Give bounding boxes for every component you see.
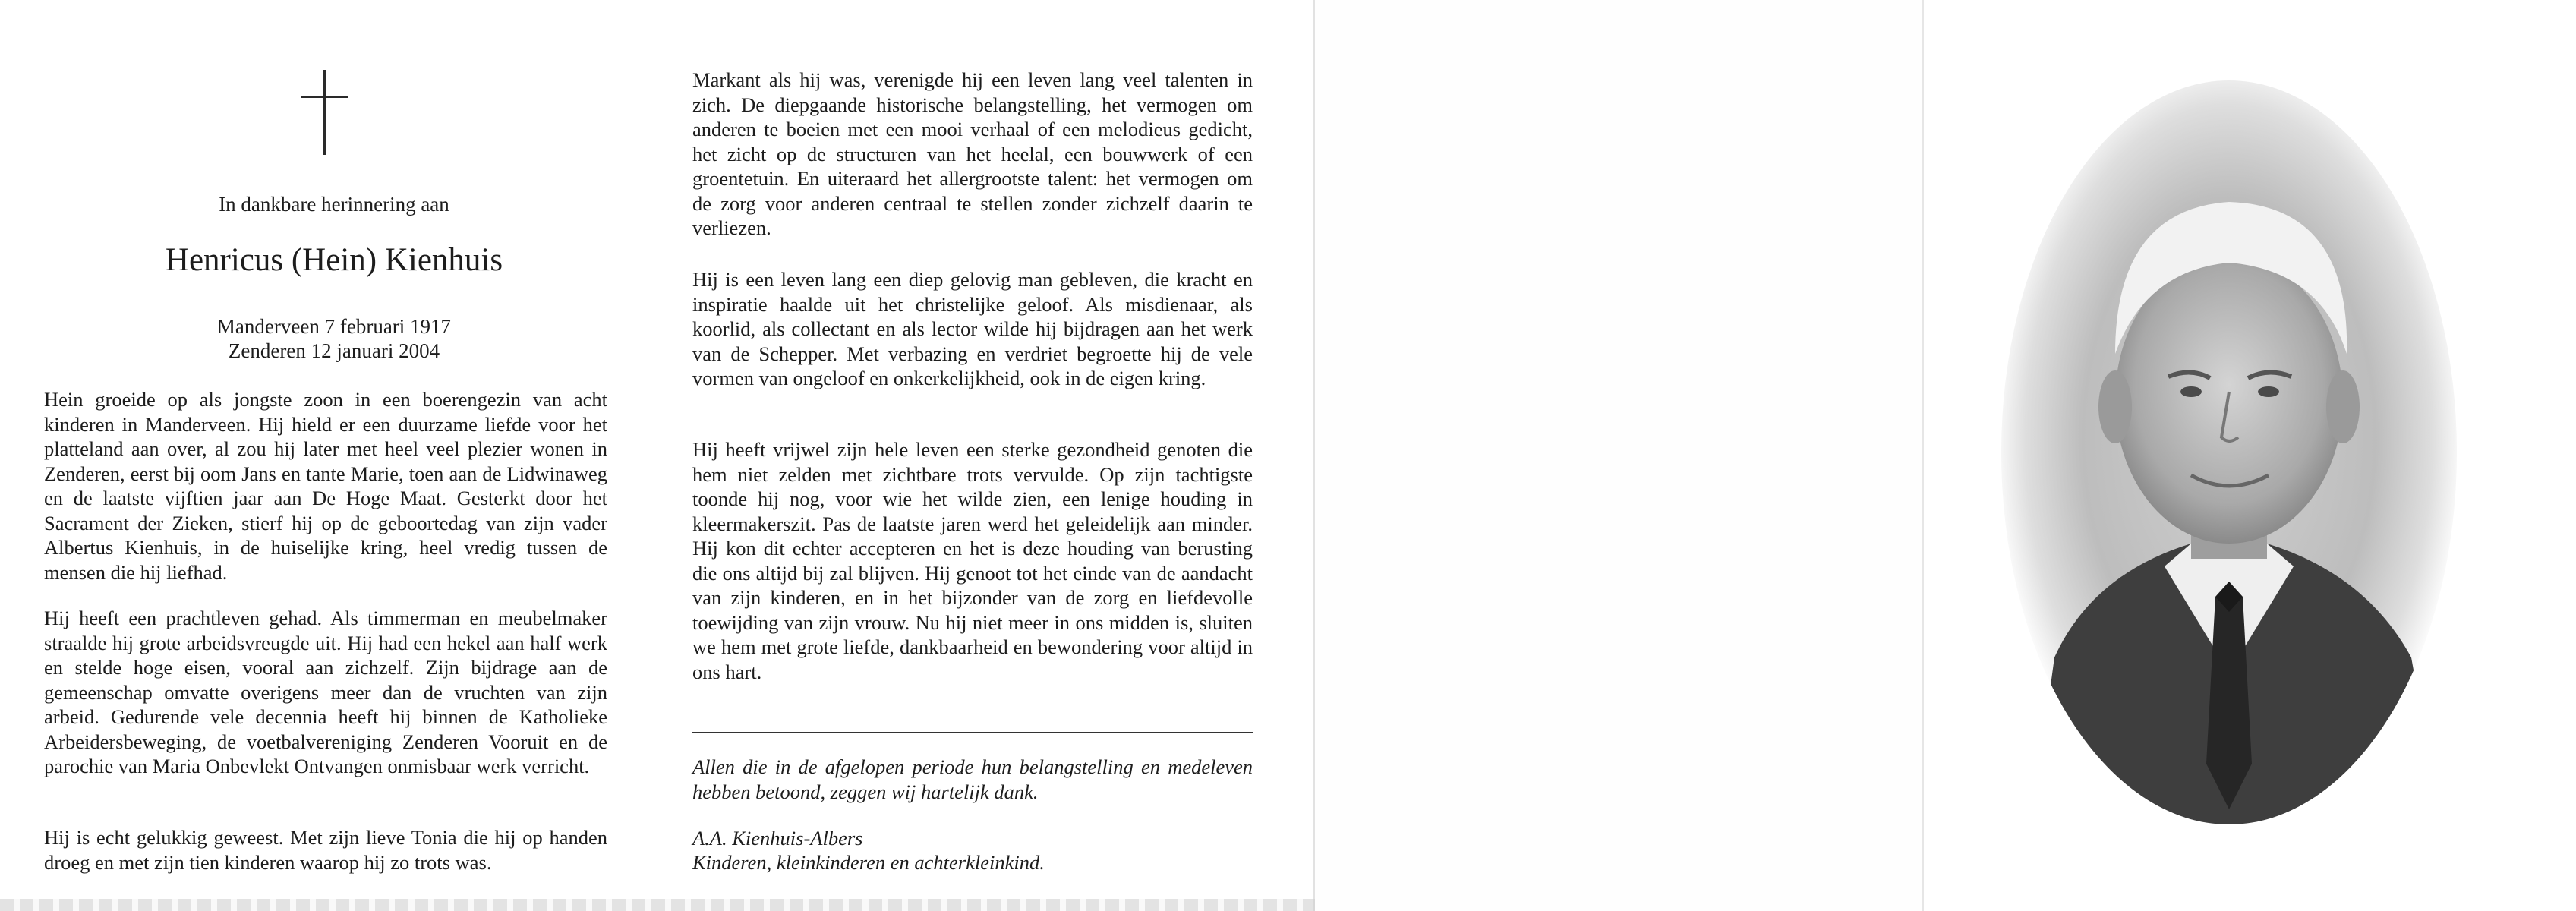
card-blank-page bbox=[1315, 0, 1924, 911]
death-line: Zenderen 12 januari 2004 bbox=[228, 339, 440, 362]
signature-widow: A.A. Kienhuis-Albers bbox=[692, 827, 863, 850]
signature-family: Kinderen, kleinkinderen en achterkleinkind. bbox=[692, 851, 1045, 874]
biography-paragraph: Markant als hij was, verenigde hij een leven lang veel talenten in zich. De diepgaande historische belangstelling, het vermogen om anderen te boeien met een mooi verhaal of een melodieus gedicht, het zicht op de structuren van het heelal, een bouwwerk of een groentetuin. En uiteraard het allergrootste talent: het vermogen om de zorg voor anderen centraal te stellen zonder zichzelf daarin te verliezen. bbox=[692, 68, 1253, 239]
intro-line: In dankbare herinnering aan bbox=[219, 193, 449, 216]
divider-rule bbox=[692, 732, 1253, 733]
cross-icon-horizontal bbox=[301, 96, 348, 98]
scan-edge-artifact bbox=[0, 899, 1315, 911]
cross-icon-vertical bbox=[323, 70, 326, 155]
deceased-name: Henricus (Hein) Kienhuis bbox=[165, 242, 503, 278]
biography-paragraph: Hein groeide op als jongste zoon in een boerengezin van acht kinderen in Manderveen. Hij hield er een duurzame liefde voor het platteland aan over, al zou hij later met heel veel plezier wonen in Zenderen, eerst bij oom Jans en tante Marie, toen aan de Lidwinaweg en de laatste vijftien jaar aan De Hoge Maat. Gesterkt door het Sacrament der Zieken, stierf hij op de geboortedag van zijn vader Albertus Kienhuis, in de huiselijke kring, heel vredig tussen de mensen die hij liefhad. bbox=[44, 388, 607, 584]
biography-paragraph: Hij heeft vrijwel zijn hele leven een sterke gezondheid genoten die hem niet zelden met zichtbare trots vervulde. Op zijn tachtigste toonde hij nog, voor wie het wilde zien, een lenige houding in kleermakerszit. Pas de laatste jaren werd het geleidelijk aan minder. Hij kon dit echter accepteren en het is deze houding van berusting die ons altijd bij zal blijven. Hij genoot tot het einde van de aandacht van zijn kinderen, en in het bijzonder van de zorg en liefdevolle toewijding van zijn vrouw. Nu hij niet meer in ons midden is, sluiten we hem met grote liefde, dankbaarheid en bewondering voor altijd in ons hart. bbox=[692, 438, 1253, 683]
biography-paragraph: Hij is echt gelukkig geweest. Met zijn lieve Tonia die hij op handen droeg en met zijn tien kinderen waarop hij zo trots was. bbox=[44, 826, 607, 874]
biography-paragraph: Hij heeft een prachtleven gehad. Als timmerman en meubelmaker straalde hij grote arbeidsvreugde uit. Hij had een hekel aan half werk en stelde hoge eisen, vooral aan zichzelf. Zijn bijdrage aan de gemeenschap omvatte overigens meer dan de vruchten van zijn arbeid. Gedurende vele decennia heeft hij binnen de Katholieke Arbeidersbeweging, de voetbalvereniging Zenderen Vooruit en de parochie van Maria Onbevlekt Ontvangen onmisbaar werk verricht. bbox=[44, 607, 607, 777]
portrait-photo bbox=[2001, 80, 2457, 824]
card-left-page bbox=[0, 0, 668, 911]
thanks-note: Allen die in de afgelopen periode hun belangstelling en medeleven hebben betoond, zeggen wij hartelijk dank. bbox=[692, 755, 1253, 803]
biography-paragraph: Hij is een leven lang een diep gelovig man gebleven, die kracht en inspiratie haalde uit het christelijke geloof. Als misdienaar, als koorlid, als collectant en als lector wilde hij bijdragen aan het werk van de Schepper. Met verbazing en verdriet begroette hij de vele vormen van ongeloof en onkerkelijkheid, ook in de eigen kring. bbox=[692, 268, 1253, 389]
birth-line: Manderveen 7 februari 1917 bbox=[216, 315, 452, 338]
